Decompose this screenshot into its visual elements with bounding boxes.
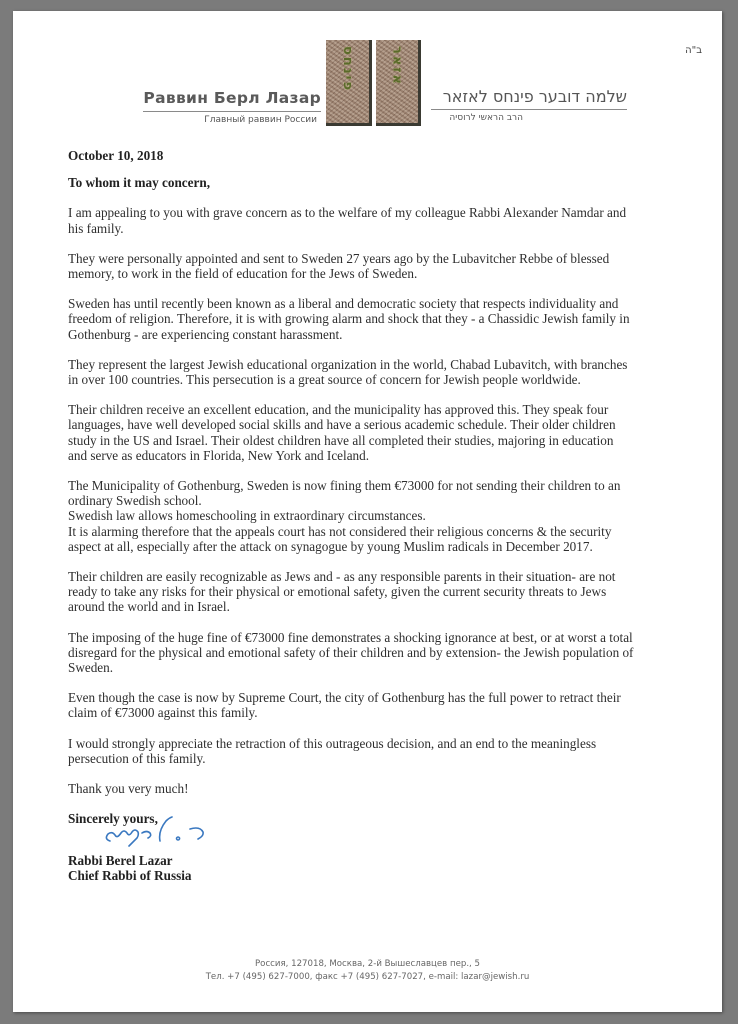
letter-paragraph — [68, 205, 708, 235]
paragraph-line: around the world and in Israel. — [68, 599, 230, 615]
paragraph-line: study in the US and Israel. Their oldest children have all completed their studies, majoring in education — [68, 432, 614, 448]
letter-paragraph — [68, 251, 708, 281]
paragraph-line: memory, to work in the field of education for the Jews of Sweden. — [68, 266, 418, 282]
paragraph-line: Gothenburg - are experiencing constant harassment. — [68, 326, 343, 342]
letterhead-title-he: הרב הראשי לרוסיה — [449, 113, 523, 123]
paragraph-line: ordinary Swedish school. — [68, 493, 202, 509]
paragraph-line: Sweden has until recently been known as a liberal and democratic society that respects individuality and — [68, 296, 619, 312]
paragraph-line: Sweden. — [68, 660, 114, 676]
paragraph-line: disregard for the physical and emotional safety of their children and by extension- the Jewish population of — [68, 644, 634, 660]
paragraph-line: his family. — [68, 220, 124, 236]
paragraphs — [68, 205, 708, 796]
paragraph-line: Their children are easily recognizable as Jews and - as any responsible parents in their situation- are not — [68, 569, 616, 585]
paragraph-line: It is alarming therefore that the appeals court has not considered their religious concerns & the security — [68, 523, 612, 539]
paragraph-line: ready to take any risks for their physical or emotional safety, given the current security threats to Jews — [68, 584, 607, 600]
tablet-left-glyphs: פינחס — [339, 46, 355, 93]
handwritten-signature-icon — [68, 825, 708, 851]
paragraph-line: The imposing of the huge fine of €73000 fine demonstrates a shocking ignorance at best, or at worst a total — [68, 629, 633, 645]
footer — [13, 958, 722, 984]
letter-body — [68, 148, 708, 883]
letter-paragraph — [68, 402, 708, 463]
paragraph-line: They represent the largest Jewish educational organization in the world, Chabad Lubavitch, with branches — [68, 356, 628, 372]
paragraph-line: I would strongly appreciate the retraction of this outrageous decision, and an end to the meaningless — [68, 735, 597, 751]
letterhead-left — [143, 89, 321, 125]
paragraph-line: in over 100 countries. This persecution is a great source of concern for Jewish people worldwide. — [68, 372, 581, 388]
paragraph-line: Their children receive an excellent education, and the municipality has approved this. They speak four — [68, 402, 609, 418]
letter-paragraph — [68, 690, 708, 720]
corner-mark: ב"ה — [685, 45, 702, 56]
letterhead-name-he: שלמה דובער פינחס לאזאר — [431, 87, 627, 110]
paragraph-line: freedom of religion. Therefore, it is with growing alarm and shock that they - a Chassidic Jewish family in — [68, 311, 630, 327]
letterhead-title-ru: Главный раввин России — [204, 115, 317, 125]
signer-name: Rabbi Berel Lazar — [68, 852, 173, 868]
letterhead-right — [431, 87, 627, 123]
paragraph-line: Thank you very much! — [68, 781, 189, 797]
signer-title: Chief Rabbi of Russia — [68, 867, 192, 883]
paragraph-line: and serve as educators in Florida, New York and Iceland. — [68, 447, 370, 463]
closing: Sincerely yours, — [68, 811, 158, 827]
paragraph-line: claim of €73000 against this family. — [68, 705, 258, 721]
letter-paragraph — [68, 478, 708, 554]
tablet-right — [376, 40, 422, 126]
letterhead-name-ru: Раввин Берл Лазар — [143, 89, 321, 112]
salutation: To whom it may concern, — [68, 175, 211, 191]
letter-paragraph — [68, 569, 708, 615]
footer-address: Россия, 127018, Москва, 2-й Вышеславцев пер., 5 — [255, 959, 480, 969]
letter-date: October 10, 2018 — [68, 148, 164, 163]
paragraph-line: Even though the case is now by Supreme Court, the city of Gothenburg has the full power to retract their — [68, 690, 621, 706]
letter-page — [13, 11, 722, 1012]
paragraph-line: languages, have well developed social skills and have a serious academic schedule. Their older children — [68, 417, 616, 433]
tablet-right-glyphs: אזאר — [389, 46, 405, 86]
letter-paragraph — [68, 781, 708, 796]
paragraph-line: aspect at all, especially after the attack on synagogue by young Muslim radicals in December 2017. — [68, 538, 593, 554]
paragraph-line: The Municipality of Gothenburg, Sweden is now fining them €73000 for not sending their children to an — [68, 478, 621, 494]
signature-block — [68, 811, 708, 883]
paragraph-line: They were personally appointed and sent to Sweden 27 years ago by the Lubavitcher Rebbe of blessed — [68, 250, 610, 266]
paragraph-line: I am appealing to you with grave concern as to the welfare of my colleague Rabbi Alexander Namdar and — [68, 205, 627, 221]
letter-paragraph — [68, 630, 708, 676]
footer-contacts: Тел. +7 (495) 627-7000, факс +7 (495) 627-7027, e-mail: lazar@jewish.ru — [205, 972, 530, 982]
letter-paragraph — [68, 296, 708, 342]
paragraph-line: Swedish law allows homeschooling in extraordinary circumstances. — [68, 508, 426, 524]
paragraph-line: persecution of this family. — [68, 750, 206, 766]
tablet-left — [326, 40, 372, 126]
letter-paragraph — [68, 357, 708, 387]
stone-tablets-logo-icon — [326, 40, 421, 126]
letter-paragraph — [68, 736, 708, 766]
